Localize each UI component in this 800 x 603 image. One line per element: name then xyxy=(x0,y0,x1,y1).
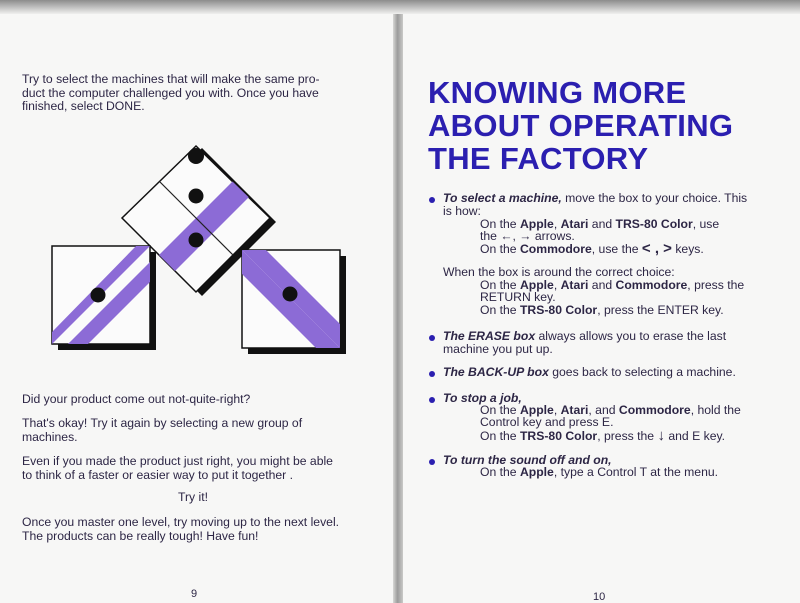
bullet-text-line: is how: xyxy=(443,204,481,218)
page-number-right: 10 xyxy=(593,591,606,603)
bullet-text: goes back to selecting a machine. xyxy=(548,365,736,379)
retry-paragraph xyxy=(22,417,302,444)
text-span: , use xyxy=(692,217,720,231)
instruction-line: RETURN key. xyxy=(480,290,556,304)
retry-line-2: machines. xyxy=(22,429,78,444)
platform-commodore: Commodore xyxy=(519,242,592,256)
top-shade xyxy=(0,0,800,14)
platform-trs80: TRS-80 Color xyxy=(615,217,693,231)
master-paragraph xyxy=(22,516,339,543)
bullet-lead: To select a machine, xyxy=(443,191,562,205)
text-span: and xyxy=(588,278,616,292)
bullet-dot xyxy=(429,371,435,377)
text-span: On the xyxy=(480,303,520,317)
master-line-1: Once you master one level, try moving up to the next level. xyxy=(22,515,340,529)
platform-commodore: Commodore xyxy=(615,278,688,292)
instruction-line xyxy=(480,466,718,480)
text-span: , xyxy=(553,217,561,231)
instruction-line: When the box is around the correct choice: xyxy=(443,265,675,279)
text-span: keys. xyxy=(671,242,704,256)
improve-paragraph xyxy=(22,455,333,482)
text-span: and E key. xyxy=(664,429,726,443)
bullet-dot xyxy=(429,335,435,341)
retry-line-1: That's okay! Try it again by selecting a new group of xyxy=(22,416,303,430)
question-line: Did your product come out not-quite-right? xyxy=(22,392,251,406)
text-span: , press the xyxy=(687,278,745,292)
text-span: , hold the xyxy=(690,403,741,417)
instruction-line: Control key and press E. xyxy=(480,415,614,429)
improve-line-2: to think of a faster or easier way to put it together . xyxy=(22,467,293,482)
text-span: , and xyxy=(588,403,619,417)
intro-line-2: duct the computer challenged you with. Once you have xyxy=(22,85,319,100)
bullet-text-line: machine you put up. xyxy=(443,342,553,356)
machine-diagrams xyxy=(40,128,360,358)
text-span: On the xyxy=(480,242,520,256)
square-machine-right xyxy=(242,250,346,354)
square-machine-left xyxy=(52,246,156,350)
instruction-line xyxy=(480,242,704,257)
text-span: , type a Control T at the menu. xyxy=(553,465,719,479)
page-number-left: 9 xyxy=(191,588,198,600)
try-it-text: Try it! xyxy=(178,490,209,504)
title-line-3: THE FACTORY xyxy=(428,141,649,176)
platform-trs80: TRS-80 Color xyxy=(519,303,598,317)
bullet-lead: To turn the sound off and on, xyxy=(443,453,612,467)
intro-line-1: Try to select the machines that will make the same pro- xyxy=(22,72,320,86)
platform-apple: Apple xyxy=(519,278,554,292)
text-span: , press the xyxy=(597,429,658,443)
down-arrow-icon: ↓ xyxy=(657,427,665,444)
bullet-lead: To stop a job, xyxy=(443,391,522,405)
key-symbols: < , > xyxy=(641,240,672,257)
intro-line-3: finished, select DONE. xyxy=(22,99,145,113)
platform-trs80: TRS-80 Color xyxy=(519,429,598,443)
improve-line-1: Even if you made the product just right, you might be able xyxy=(22,454,333,468)
bullet-text: always allows you to erase the last xyxy=(535,329,727,343)
bullet-lead: The BACK-UP box xyxy=(443,365,549,379)
text-span: On the xyxy=(480,429,520,443)
text-span: On the xyxy=(480,278,520,292)
intro-paragraph xyxy=(22,73,320,114)
bullet-select-machine xyxy=(443,192,747,206)
text-span: , press the ENTER key. xyxy=(597,303,724,317)
platform-atari: Atari xyxy=(560,403,589,417)
text-span: On the xyxy=(480,403,520,417)
page-title xyxy=(428,76,733,175)
text-span: and xyxy=(588,217,616,231)
bullet-text: move the box to your choice. This xyxy=(561,191,748,205)
instruction-line xyxy=(480,304,724,318)
text-span: , xyxy=(553,278,561,292)
bullet-dot xyxy=(429,459,435,465)
platform-atari: Atari xyxy=(560,217,589,231)
platform-apple: Apple xyxy=(519,403,554,417)
platform-apple: Apple xyxy=(519,465,554,479)
text-span: On the xyxy=(480,217,520,231)
instruction-line xyxy=(480,429,725,444)
title-line-2: ABOUT OPERATING xyxy=(428,108,734,143)
platform-atari: Atari xyxy=(560,278,589,292)
platform-apple: Apple xyxy=(519,217,554,231)
gutter xyxy=(393,0,403,603)
bullet-dot xyxy=(429,397,435,403)
bullet-lead: The ERASE box xyxy=(443,329,536,343)
text-span: , use the xyxy=(591,242,642,256)
text-span: On the xyxy=(480,465,520,479)
platform-commodore: Commodore xyxy=(618,403,691,417)
master-line-2: The products can be really tough! Have fun! xyxy=(22,528,259,543)
arrows-line: the ←, → arrows. xyxy=(480,229,575,243)
bullet-dot xyxy=(429,197,435,203)
bullet-backup-box xyxy=(443,366,736,380)
title-line-1: KNOWING MORE xyxy=(428,75,687,110)
text-span: , xyxy=(553,403,561,417)
